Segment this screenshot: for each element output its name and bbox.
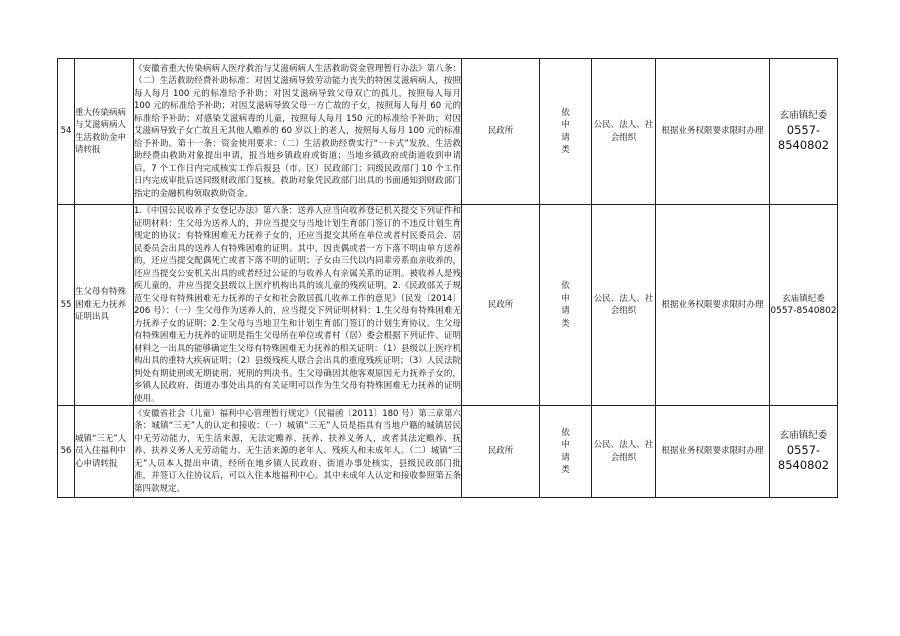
row-number: 56 bbox=[58, 406, 75, 498]
mode-char: 请 bbox=[561, 132, 570, 143]
table-row bbox=[58, 59, 838, 205]
time-limit: 根据业务权限要求限时办理 bbox=[656, 59, 770, 205]
supervision-contact bbox=[770, 406, 838, 498]
supervisor-phone: 0557-8540802 bbox=[770, 306, 837, 316]
supervision-contact bbox=[770, 59, 838, 205]
mode-char: 申 bbox=[561, 440, 570, 450]
legal-basis: 《安徽省社会（儿童）福利中心管理暂行规定》（民福函〔2011〕180 号）第三章第六条：城镇“三无”人的认定和接收：（一）城镇“三无”人员是指具有当地户籍的城镇居民中无劳动能力，无生活来源，无法定赡养、抚养、扶养义务人，或者其法定赡养、抚养、扶养义务人无劳动能力、无生活来源的老年人、残疾人和未成年人。（二）城镇“三无”人员本人提出申请，经所在地乡镇人民政府、街道办事处核实，县级民政部门批准，并签订入住协议后，可以入住本地福利中心。其中未成年人认定和接收参照第五条第四款规定。 bbox=[134, 406, 462, 498]
mode-char: 请 bbox=[561, 306, 570, 316]
item-name: 重大传染病病与艾滋病病人生活救助金申请转报 bbox=[75, 59, 134, 205]
item-name: 生父母有特殊困难无力抚养证明出具 bbox=[75, 205, 134, 406]
department: 民政所 bbox=[462, 205, 540, 406]
handling-mode bbox=[540, 205, 592, 406]
mode-char: 类 bbox=[561, 465, 570, 475]
handling-mode bbox=[540, 406, 592, 498]
supervision-contact bbox=[770, 205, 838, 406]
supervisor-name: 玄庙镇纪委 bbox=[779, 110, 828, 122]
mode-char: 类 bbox=[561, 318, 570, 329]
table-row bbox=[58, 205, 838, 406]
mode-char: 请 bbox=[561, 452, 570, 463]
department: 民政所 bbox=[462, 406, 540, 498]
target-objects: 公民、法人、社会组织 bbox=[592, 59, 656, 205]
table-row bbox=[58, 406, 838, 498]
supervisor-name: 玄庙镇纪委 bbox=[782, 293, 825, 304]
row-number: 54 bbox=[58, 59, 75, 205]
legal-basis: 《安徽省重大传染病病人医疗救治与艾滋病病人生活救助资金管理暂行办法》第八条：（二）生活救助经费补助标准：对因艾滋病导致劳动能力丧失的特困艾滋病病人，按照每人每月 100 元的标准给予补助；对因艾滋病导致父母双亡的孤儿，按照每人每月 100 元的标准给予补助；对因艾滋病导致父母一方亡故的子女，按照每人每月 60 元的标准给予补助；对感染艾滋病毒的儿童，按照每人每月 150 元的标准给予补助；对因艾滋病导致子女亡故且无其他人赡养的 60 岁以上的老人，按照每人每月 100 元的标准给予补助。第十一条：资金使用要求：（二）生活救助经费实行“一卡式”发放。生活救助经费由救助对象提出申请，报当地乡镇政府或街道；当地乡镇政府或街道收到申请后，7 个工作日内完成核实工作后报县（市、区）民政部门；同级民政部门 10 个工作日内完成审批后送同级财政部门复核。救助对象凭民政部门出具的书面通知到财政部门指定的金融机构领取救助资金。 bbox=[134, 59, 462, 205]
service-items-table bbox=[57, 58, 838, 498]
supervisor-phone: 0557-8540802 bbox=[777, 442, 830, 472]
time-limit: 根据业务权限要求限时办理 bbox=[656, 406, 770, 498]
mode-char: 依 bbox=[561, 281, 570, 291]
legal-basis: 1.《中国公民收养子女登记办法》第六条：送养人应当向收养登记机关提交下列证件和证明材料：生父母为送养人的，并应当提交与当地计划生育部门签订的不违反计划生育规定的协议；有特殊困难无力抚养子女的，还应当提交其所在单位或者村民委员会、居民委员会出具的送养人有特殊困难的证明。其中，因丧偶或者一方下落不明由单方送养的，还应当提交配偶死亡或者下落不明的证明；子女由三代以内同辈旁系血亲收养的，还应当提交公安机关出具的或者经过公证的与收养人有亲属关系的证明。被收养人是残疾儿童的，并应当提交县级以上医疗机构出具的该儿童的残疾证明。2.《民政部关于规范生父母有特殊困难无力抚养的子女和社会散居孤儿收养工作的意见》（民发〔2014〕206 号）：（一）生父母作为送养人的，应当提交下列证明材料：1.生父母有特殊困难无力抚养子女的证明；2.生父母与当地卫生和计划生育部门签订的计划生育协议。生父母有特殊困难无力抚养的证明是指生父母所在单位或者村（居）委会根据下列证件、证明材料之一出具的能够确定生父母有特殊困难无力抚养的相关证明：（1）县级以上医疗机构出具的重特大疾病证明；（2）县级残疾人联合会出具的重度残疾证明；（3）人民法院判处有期徒刑或无期徒刑、死刑的判决书。生父母确因其他客观原因无力抚养子女的，乡镇人民政府、街道办事处出具的有关证明可以作为生父母有特殊困难无力抚养的证明使用。 bbox=[134, 206, 461, 404]
time-limit: 根据业务权限要求限时办理 bbox=[656, 205, 770, 406]
mode-char: 依 bbox=[561, 107, 570, 118]
supervisor-phone: 0557-8540802 bbox=[777, 122, 830, 152]
mode-char: 类 bbox=[561, 145, 570, 155]
mode-char: 申 bbox=[561, 120, 570, 130]
target-objects: 公民、法人、社会组织 bbox=[592, 406, 656, 498]
mode-char: 申 bbox=[561, 293, 570, 304]
row-number: 55 bbox=[58, 205, 75, 406]
mode-char: 依 bbox=[561, 427, 570, 438]
department: 民政所 bbox=[462, 59, 540, 205]
target-objects: 公民、法人、社会组织 bbox=[592, 205, 656, 406]
item-name: 城镇“三无”人员入住福利中心申请转报 bbox=[75, 406, 134, 498]
supervisor-name: 玄庙镇纪委 bbox=[779, 430, 828, 442]
handling-mode bbox=[540, 59, 592, 205]
